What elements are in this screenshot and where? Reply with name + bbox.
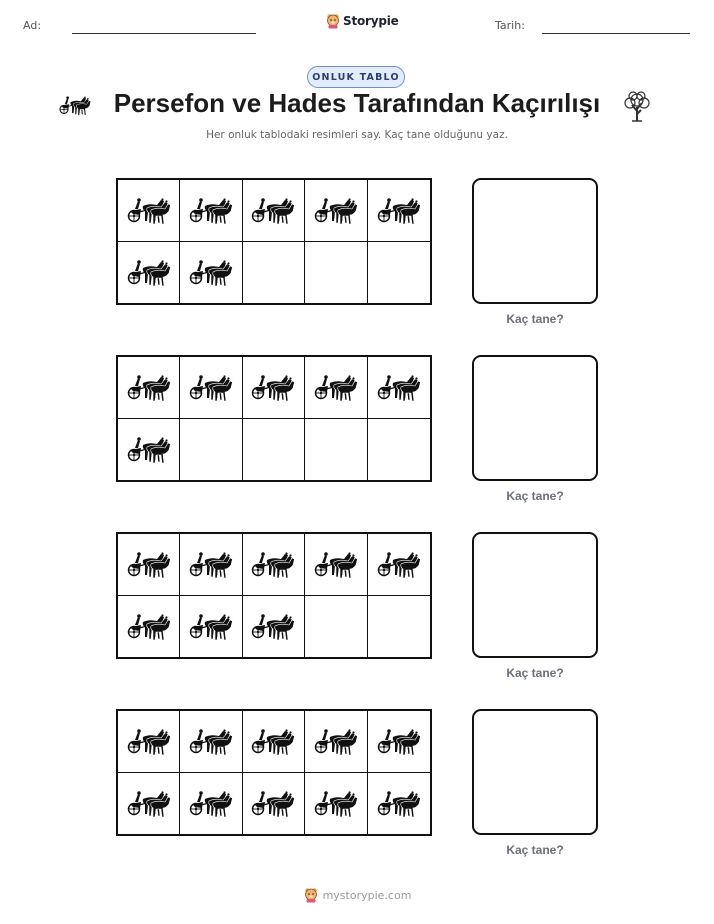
chariot-icon bbox=[251, 788, 295, 818]
date-label: Tarih: bbox=[495, 19, 525, 32]
footer bbox=[0, 887, 714, 903]
ten-frame-cell bbox=[243, 711, 305, 773]
ten-frame-cell bbox=[305, 180, 367, 242]
ten-frame-cell bbox=[243, 357, 305, 419]
footer-url: mystorypie.com bbox=[322, 888, 412, 902]
chariot-icon bbox=[377, 549, 421, 579]
ten-frame-cell bbox=[305, 419, 367, 481]
ten-frame-cell bbox=[368, 180, 430, 242]
chariot-icon bbox=[127, 257, 171, 287]
bear-icon bbox=[326, 13, 340, 29]
chariot-icon bbox=[314, 549, 358, 579]
chariot-icon bbox=[251, 195, 295, 225]
ten-frame-cell bbox=[118, 419, 180, 481]
instructions: Her onluk tablodaki resimleri say. Kaç tane olduğunu yaz. bbox=[206, 129, 508, 141]
chariot-icon bbox=[127, 726, 171, 756]
ten-frame-cell bbox=[118, 596, 180, 658]
ten-frame-cell bbox=[118, 534, 180, 596]
chariot-icon bbox=[377, 195, 421, 225]
ten-frame-cell bbox=[180, 596, 242, 658]
ten-frame-cell bbox=[180, 357, 242, 419]
chariot-icon bbox=[189, 788, 233, 818]
ten-frame-cell bbox=[243, 534, 305, 596]
chariot-icon bbox=[127, 434, 171, 464]
brand-logo bbox=[326, 13, 399, 29]
ten-frame-cell bbox=[305, 596, 367, 658]
chariot-icon bbox=[314, 726, 358, 756]
ten-frame-cell bbox=[243, 180, 305, 242]
chariot-icon bbox=[251, 726, 295, 756]
ten-frame-cell bbox=[118, 242, 180, 304]
answer-box-2[interactable] bbox=[472, 355, 598, 481]
name-line[interactable] bbox=[72, 33, 256, 34]
ten-frame-cell bbox=[305, 242, 367, 304]
chariot-icon bbox=[314, 195, 358, 225]
ten-frame-cell bbox=[368, 357, 430, 419]
name-label: Ad: bbox=[23, 19, 42, 32]
chariot-icon bbox=[127, 611, 171, 641]
answer-box-3[interactable] bbox=[472, 532, 598, 658]
ten-frame-cell bbox=[180, 711, 242, 773]
ten-frame-cell bbox=[180, 419, 242, 481]
page-title: Persefon ve Hades Tarafından Kaçırılışı bbox=[113, 88, 601, 118]
ten-frame-cell bbox=[180, 534, 242, 596]
answer-box-4[interactable] bbox=[472, 709, 598, 835]
chariot-icon bbox=[314, 788, 358, 818]
ten-frame-cell bbox=[243, 242, 305, 304]
chariot-icon bbox=[377, 372, 421, 402]
ten-frame-3 bbox=[116, 532, 432, 659]
tree-icon bbox=[622, 91, 652, 123]
chariot-icon bbox=[251, 611, 295, 641]
count-prompt-2: Kaç tane? bbox=[506, 489, 564, 503]
answer-box-1[interactable] bbox=[472, 178, 598, 304]
ten-frame-cell bbox=[368, 242, 430, 304]
chariot-icon bbox=[189, 195, 233, 225]
ten-frame-cell bbox=[118, 711, 180, 773]
count-prompt-4: Kaç tane? bbox=[506, 843, 564, 857]
ten-frame-2 bbox=[116, 355, 432, 482]
chariot-icon bbox=[377, 788, 421, 818]
chariot-icon bbox=[127, 195, 171, 225]
brand-name: Storypie bbox=[343, 14, 399, 28]
ten-frame-cell bbox=[368, 773, 430, 835]
chariot-icon bbox=[127, 549, 171, 579]
ten-frame-cell bbox=[118, 357, 180, 419]
chariot-icon bbox=[377, 726, 421, 756]
ten-frame-cell bbox=[368, 711, 430, 773]
chariot-icon bbox=[189, 372, 233, 402]
ten-frame-cell bbox=[368, 419, 430, 481]
ten-frame-cell bbox=[180, 773, 242, 835]
chariot-icon bbox=[58, 94, 92, 116]
bear-icon bbox=[303, 887, 319, 903]
ten-frame-cell bbox=[243, 596, 305, 658]
ten-frame-cell bbox=[180, 180, 242, 242]
worksheet-type-badge: ONLUK TABLO bbox=[307, 66, 405, 88]
ten-frame-cell bbox=[118, 773, 180, 835]
ten-frame-cell bbox=[305, 534, 367, 596]
chariot-icon bbox=[127, 372, 171, 402]
chariot-icon bbox=[314, 372, 358, 402]
chariot-icon bbox=[189, 549, 233, 579]
ten-frame-cell bbox=[305, 711, 367, 773]
chariot-icon bbox=[251, 549, 295, 579]
ten-frame-cell bbox=[305, 357, 367, 419]
ten-frame-cell bbox=[305, 773, 367, 835]
chariot-icon bbox=[251, 372, 295, 402]
chariot-icon bbox=[189, 611, 233, 641]
ten-frame-cell bbox=[118, 180, 180, 242]
ten-frame-4 bbox=[116, 709, 432, 836]
ten-frame-1 bbox=[116, 178, 432, 305]
ten-frame-cell bbox=[243, 419, 305, 481]
count-prompt-1: Kaç tane? bbox=[506, 312, 564, 326]
ten-frame-cell bbox=[368, 596, 430, 658]
chariot-icon bbox=[127, 788, 171, 818]
ten-frame-cell bbox=[368, 534, 430, 596]
ten-frame-cell bbox=[243, 773, 305, 835]
date-line[interactable] bbox=[542, 33, 690, 34]
chariot-icon bbox=[189, 257, 233, 287]
count-prompt-3: Kaç tane? bbox=[506, 666, 564, 680]
chariot-icon bbox=[189, 726, 233, 756]
ten-frame-cell bbox=[180, 242, 242, 304]
